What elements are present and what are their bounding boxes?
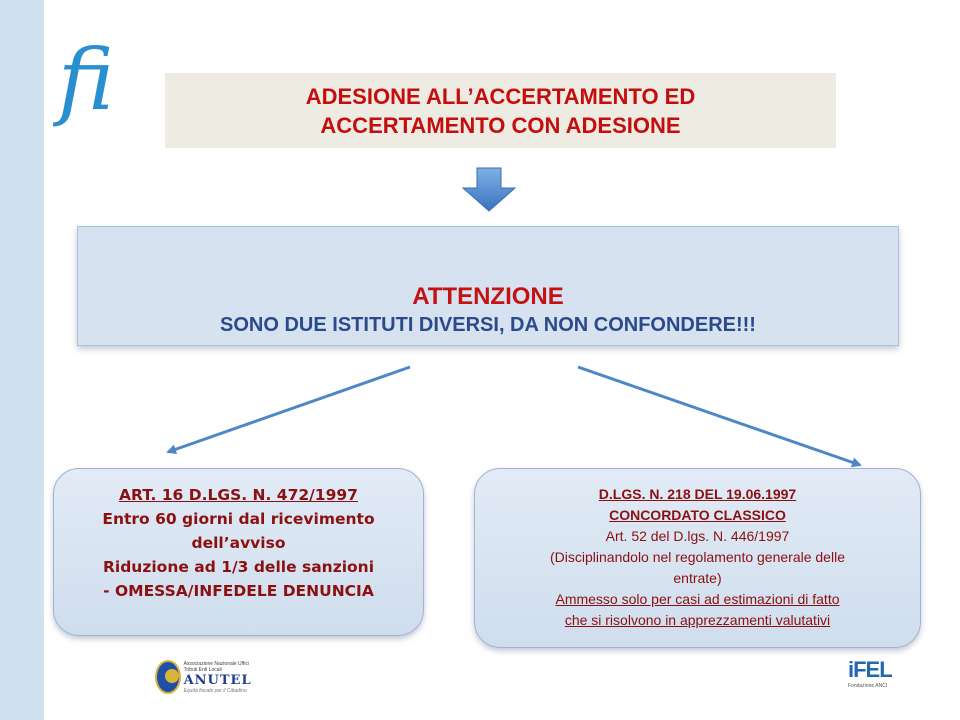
anutel-emblem-icon — [155, 660, 181, 694]
warning-subtitle: SONO DUE ISTITUTI DIVERSI, DA NON CONFONDERE!!! — [220, 314, 756, 336]
left-card-line: dell’avviso — [191, 534, 286, 552]
anutel-name: ANUTEL — [183, 672, 252, 688]
ifel-subtitle: Fondazione ANCI — [848, 683, 888, 689]
left-card-line: Riduzione ad 1/3 delle sanzioni — [102, 558, 375, 576]
left-card-art16 — [53, 468, 424, 636]
left-card-line: Entro 60 giorni dal ricevimento — [102, 510, 375, 528]
right-card-dlgs218 — [474, 468, 921, 648]
left-card-heading: ART. 16 D.LGS. N. 472/1997 — [119, 486, 358, 504]
left-card-line: - OMESSA/INFEDELE DENUNCIA — [103, 582, 374, 600]
anutel-logo — [155, 659, 259, 695]
right-card-line: (Disciplinandolo nel regolamento generale delle — [550, 549, 845, 565]
right-branch-arrow — [578, 367, 860, 465]
right-card-line: Art. 52 del D.lgs. N. 446/1997 — [605, 528, 790, 544]
fi-logo-icon: fi — [58, 31, 115, 129]
right-card-subheading: CONCORDATO CLASSICO — [609, 507, 786, 523]
anutel-top-text: Associazione Nazionale Uffici Tributi Enti Locali — [183, 660, 250, 673]
ifel-logo — [848, 657, 892, 697]
right-card-line: Ammesso solo per casi ad estimazioni di fatto — [555, 591, 840, 607]
right-card-line: che si risolvono in apprezzamenti valutativi — [564, 612, 831, 628]
anutel-tagline: Equità fiscale per il Cittadino — [183, 687, 247, 694]
left-branch-arrow — [168, 367, 410, 452]
title-line-2: ACCERTAMENTO CON ADESIONE — [320, 112, 681, 138]
warning-banner — [77, 226, 899, 346]
right-card-line: entrate) — [673, 570, 722, 586]
down-arrow-icon — [463, 168, 515, 211]
ifel-name: iFEL — [848, 657, 892, 682]
right-card-heading: D.LGS. N. 218 DEL 19.06.1997 — [598, 486, 797, 502]
title-line-1: ADESIONE ALL’ACCERTAMENTO ED — [305, 83, 696, 109]
warning-title: ATTENZIONE — [412, 283, 564, 310]
